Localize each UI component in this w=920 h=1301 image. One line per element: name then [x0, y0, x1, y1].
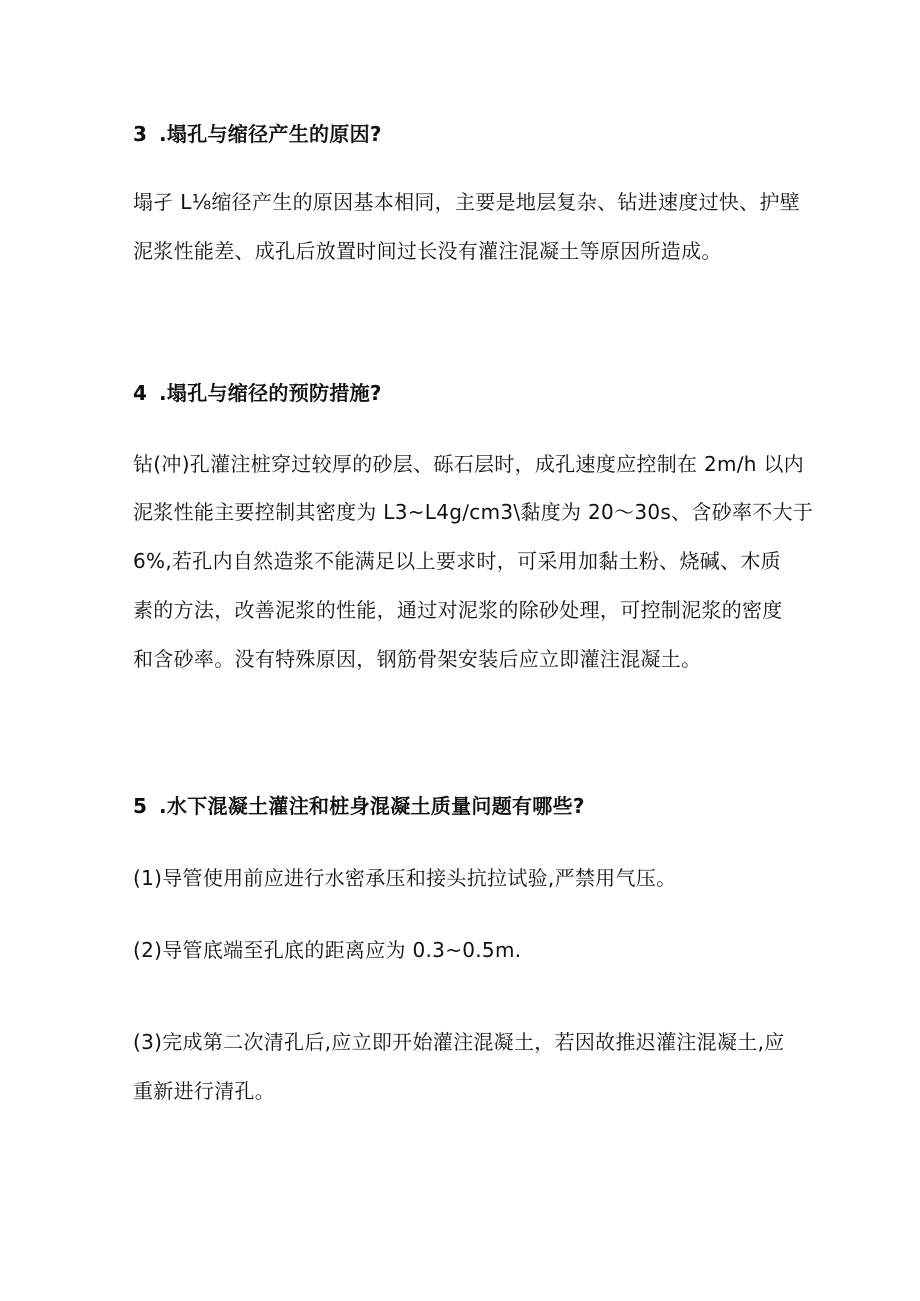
section-number: 5 [133, 794, 148, 818]
section-title: .塌孔与缩径产生的原因? [159, 122, 382, 146]
section-title: .水下混凝土灌注和桩身混凝土质量问题有哪些? [159, 794, 585, 818]
paragraph-line: 和含砂率。没有特殊原因，钢筋骨架安装后应立即灌注混凝土。 [133, 647, 702, 671]
list-item-continuation: 重新进行清孔。 [133, 1079, 276, 1103]
list-item: (2)导管底端至孔底的距离应为 0.3~0.5m. [133, 938, 522, 962]
section-number: 3 [133, 122, 148, 146]
section-4-heading [133, 381, 382, 405]
paragraph-line: 泥浆性能主要控制其密度为 L3~L4g∕cm3\黏度为 20～30s、含砂率不大于 [133, 500, 814, 524]
list-item: (1)导管使用前应进行水密承压和接头抗拉试验,严禁用气压。 [133, 866, 677, 890]
paragraph-line: 6%,若孔内自然造浆不能满足以上要求时，可采用加黏土粉、烧碱、木质 [133, 549, 781, 573]
paragraph-line: 钻(冲)孔灌注桩穿过较厚的砂层、砾石层时，成孔速度应控制在 2m∕h 以内 [133, 452, 805, 476]
paragraph-line: 塌孑 L⅛缩径产生的原因基本相同，主要是地层复杂、钻进速度过快、护壁 [133, 190, 801, 214]
list-item: (3)完成第二次清孔后,应立即开始灌注混凝土，若因故推迟灌注混凝土,应 [133, 1030, 785, 1054]
section-number: 4 [133, 381, 148, 405]
paragraph-line: 素的方法，改善泥浆的性能，通过对泥浆的除砂处理，可控制泥浆的密度 [133, 598, 783, 622]
paragraph-line: 泥浆性能差、成孔后放置时间过长没有灌注混凝土等原因所造成。 [133, 239, 722, 263]
section-title: .塌孔与缩径的预防措施? [159, 381, 382, 405]
section-3-heading [133, 122, 382, 146]
section-5-heading [133, 794, 585, 818]
